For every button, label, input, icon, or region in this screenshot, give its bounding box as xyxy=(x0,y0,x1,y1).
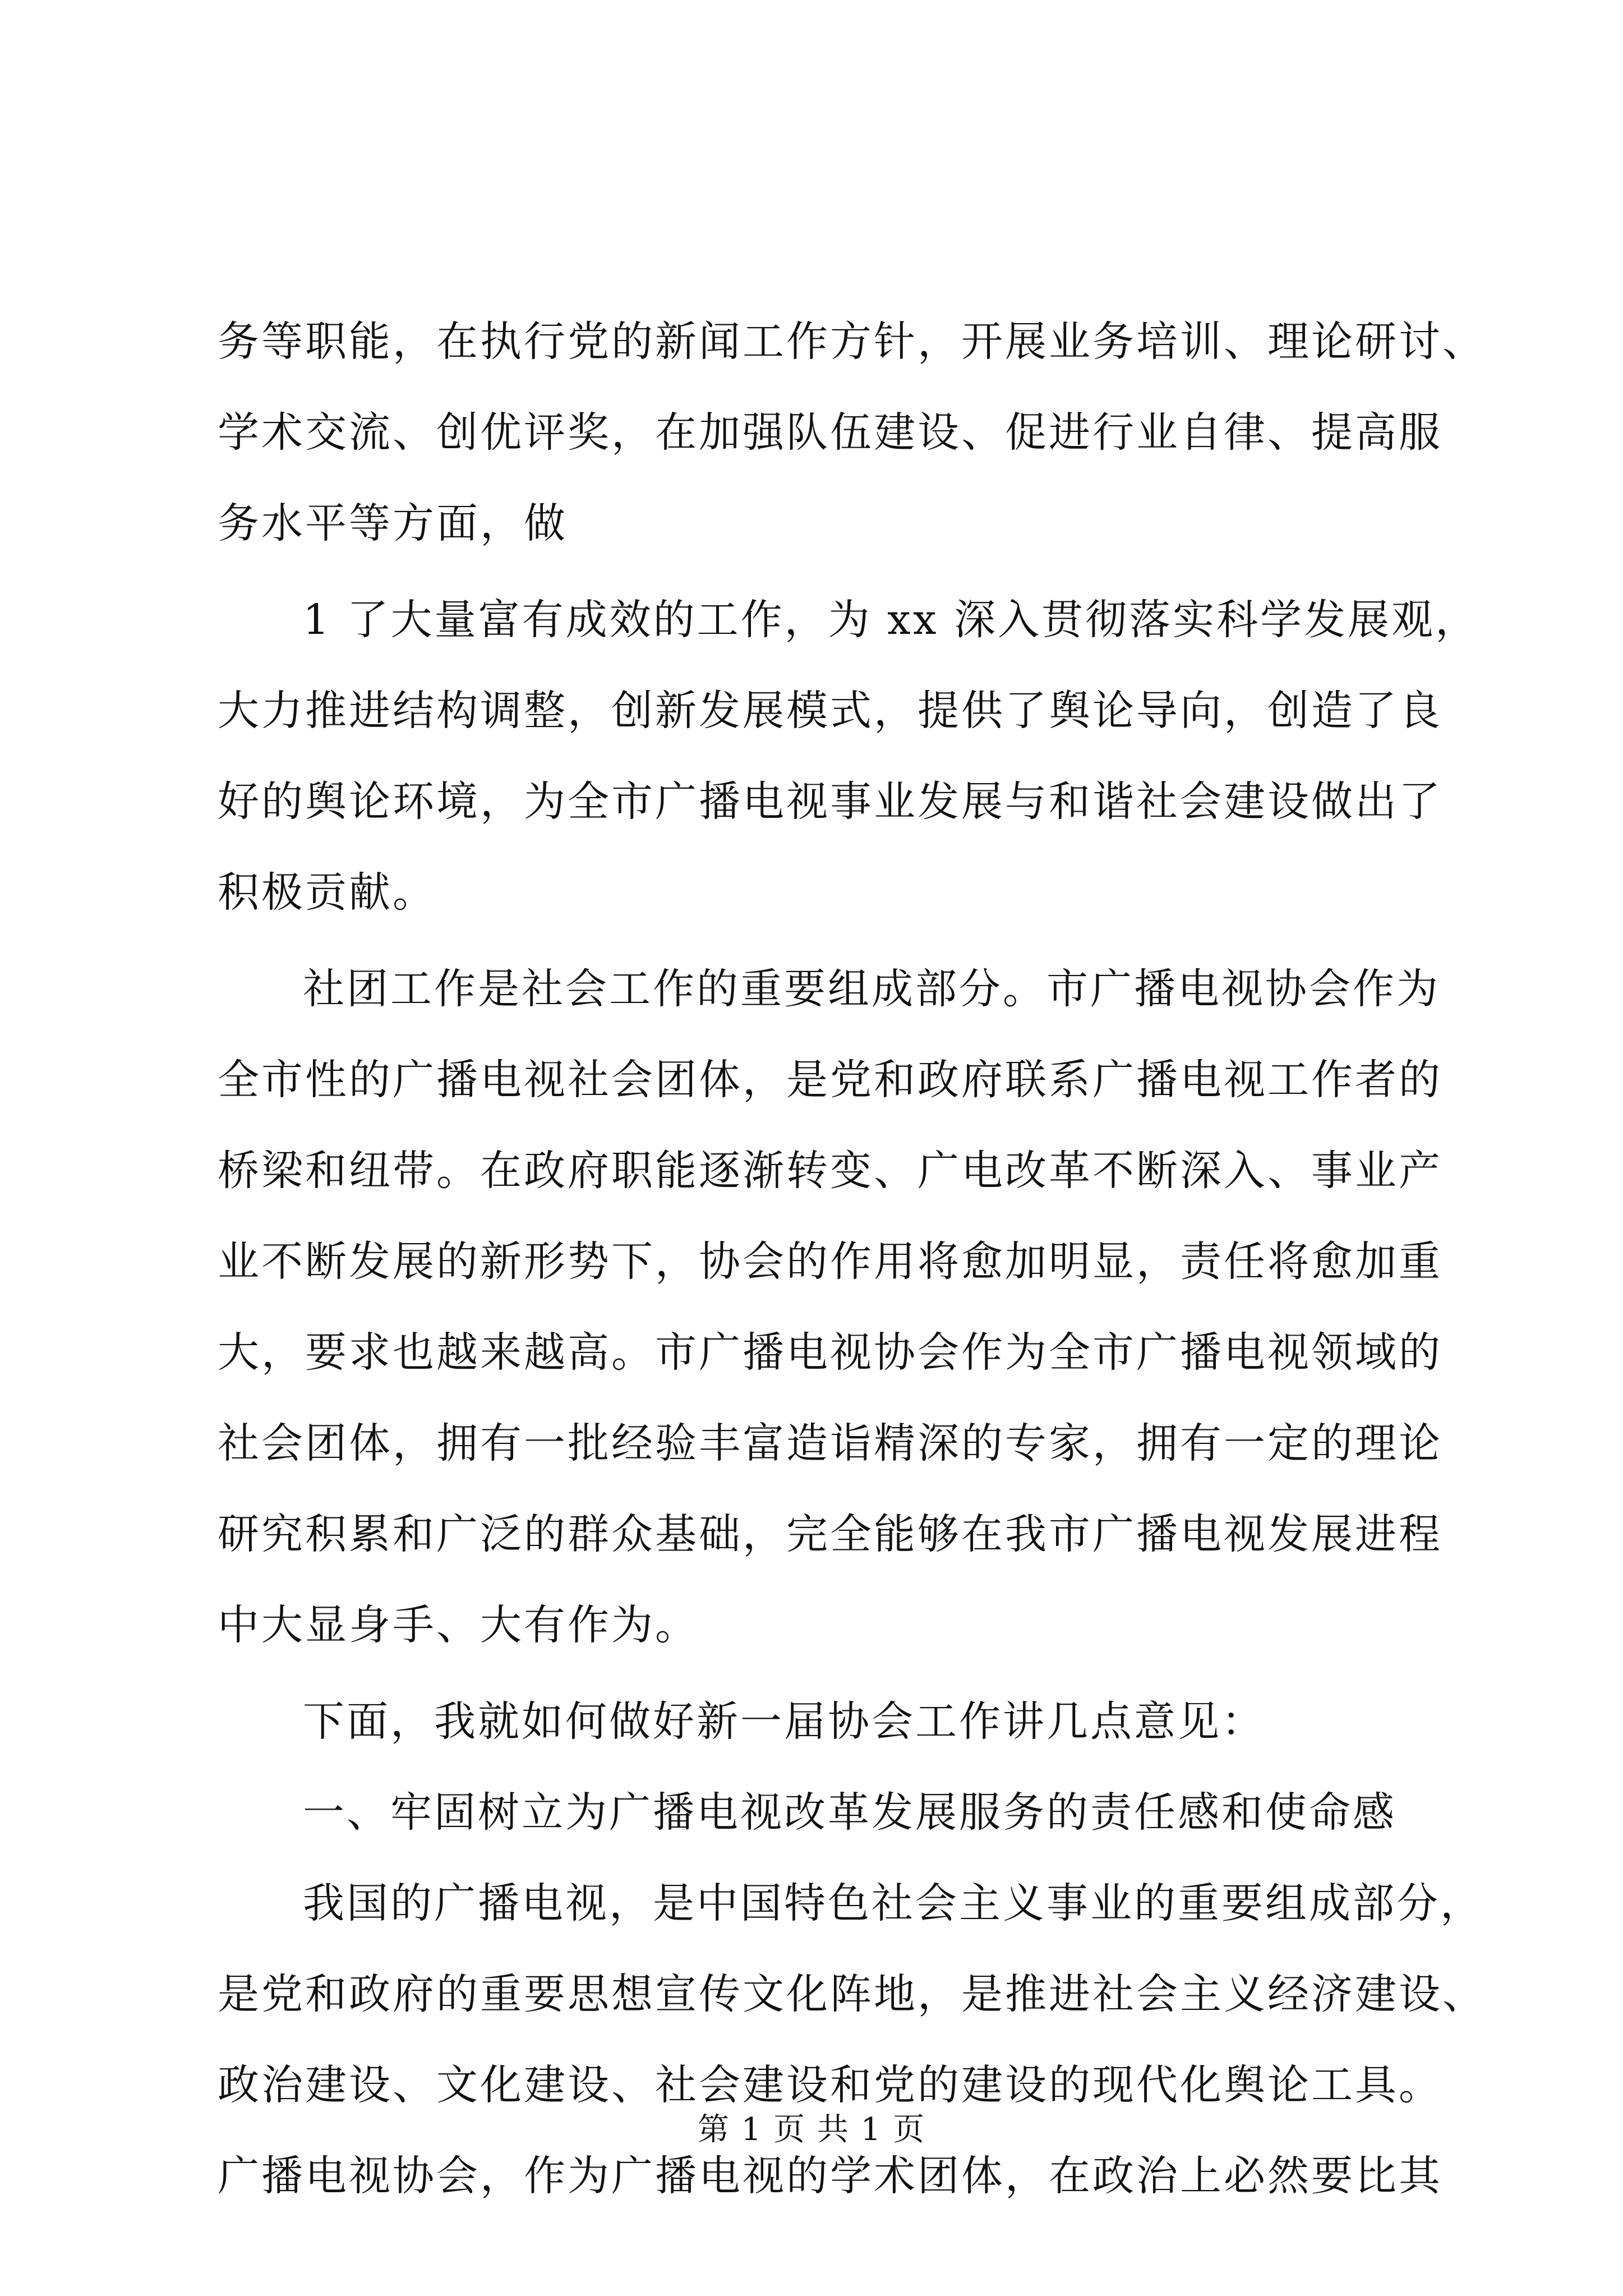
text-line: 1 了大量富有成效的工作，为 xx 深入贯彻落实科学发展观， xyxy=(303,596,1479,644)
text-line: 政治建设、文化建设、社会建设和党的建设的现代化舆论工具。 xyxy=(218,2061,1442,2109)
text-line: 务等职能，在执行党的新闻工作方针，开展业务培训、理论研讨、 xyxy=(218,318,1486,366)
paragraph xyxy=(218,296,1486,569)
text-line: 研究积累和广泛的群众基础，完全能够在我市广播电视发展进程 xyxy=(218,1510,1442,1558)
text-line: 中大显身手、大有作为。 xyxy=(218,1601,699,1649)
paragraph xyxy=(218,1858,1486,2221)
text-line: 大，要求也越来越高。市广播电视协会作为全市广播电视领域的 xyxy=(218,1328,1442,1377)
text-line: 社会团体，拥有一批经验丰富造诣精深的专家，拥有一定的理论 xyxy=(218,1419,1442,1467)
text-line: 是党和政府的重要思想宣传文化阵地，是推进社会主义经济建设、 xyxy=(218,1970,1486,2018)
page-number-label: 第 1 页 共 1 页 xyxy=(697,2111,926,2148)
text-line: 一、牢固树立为广播电视改革发展服务的责任感和使命感 xyxy=(303,1788,1396,1837)
text-line: 下面，我就如何做好新一届协会工作讲几点意见： xyxy=(303,1697,1265,1746)
text-line: 学术交流、创优评奖，在加强队伍建设、促进行业自律、提高服 xyxy=(218,408,1442,457)
text-line: 桥梁和纽带。在政府职能逐渐转变、广电改革不断深入、事业产 xyxy=(218,1147,1442,1195)
paragraph xyxy=(218,1676,1463,1767)
text-line: 社团工作是社会工作的重要组成部分。市广播电视协会作为 xyxy=(303,965,1440,1013)
paragraph xyxy=(218,944,1463,1671)
text-line: 积极贡献。 xyxy=(218,868,436,917)
text-line: 广播电视协会，作为广播电视的学术团体，在政治上必然要比其 xyxy=(218,2152,1442,2200)
document-body xyxy=(218,296,1486,2221)
text-line: 务水平等方面，做 xyxy=(218,499,568,547)
text-line: 我国的广播电视，是中国特色社会主义事业的重要组成部分， xyxy=(303,1879,1484,1927)
paragraph xyxy=(218,574,1479,938)
text-line: 全市性的广播电视社会团体，是党和政府联系广播电视工作者的 xyxy=(218,1056,1442,1104)
text-line: 好的舆论环境，为全市广播电视事业发展与和谐社会建设做出了 xyxy=(218,777,1442,826)
text-line: 大力推进结构调整，创新发展模式，提供了舆论导向，创造了良 xyxy=(218,687,1442,735)
text-line: 业不断发展的新形势下，协会的作用将愈加明显，责任将愈加重 xyxy=(218,1237,1442,1286)
section-heading xyxy=(218,1767,1463,1858)
page-footer xyxy=(0,2110,1623,2150)
